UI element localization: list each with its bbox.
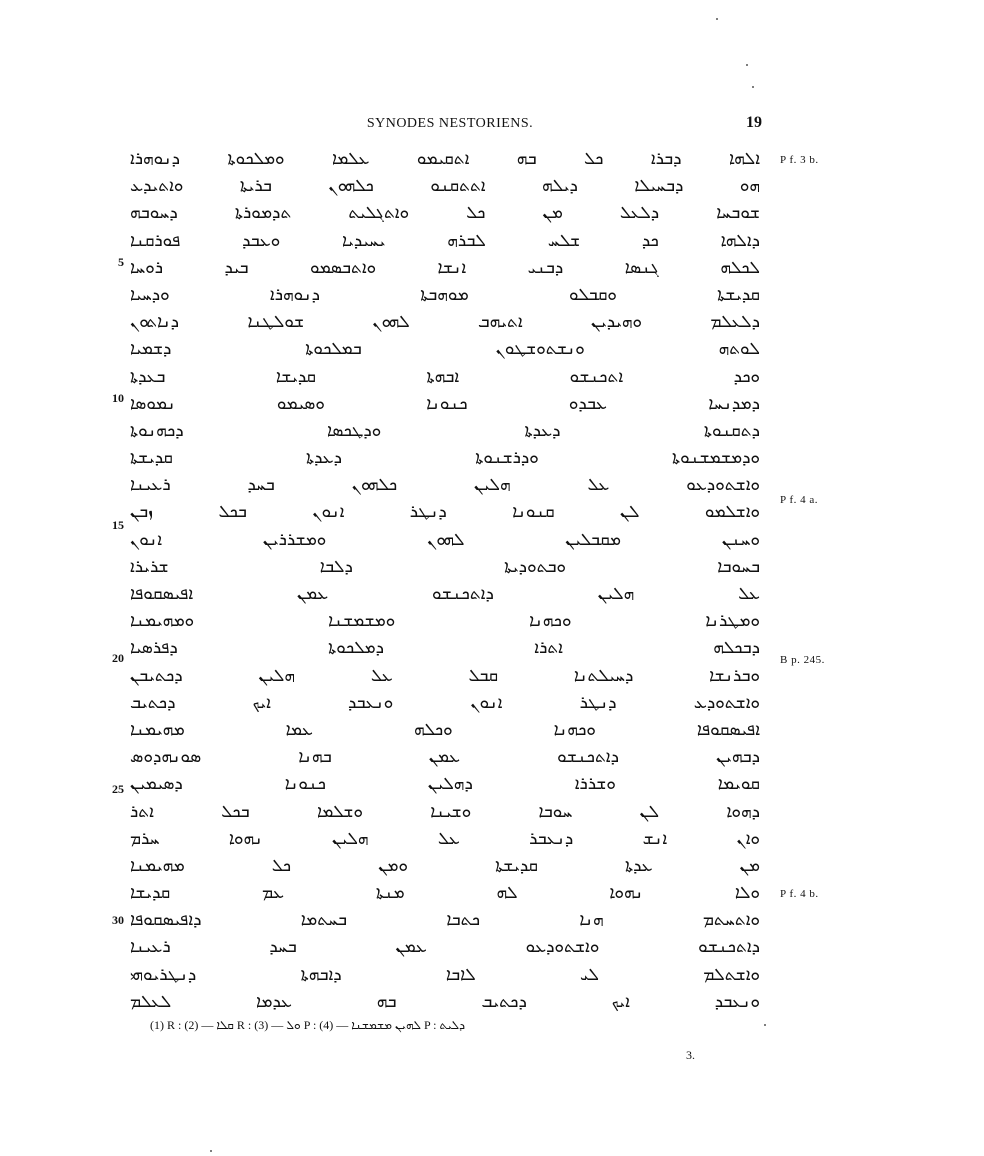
text-line: ܕܐܬܟܢܫܘ ܘܐܫܬܘܕܥܘ ܥܡܢ ܒܚܕ ܪܥܝܢܐ xyxy=(130,937,760,958)
line-number: 30 xyxy=(112,913,124,927)
text-line: ܕܗܘܐ ܠܢ ܚܘܒܐ ܘܫܝܢܐ ܘܫܠܡܐ ܒܟܠ ܐܬܪ xyxy=(130,801,760,822)
text-line: ܘܕܡܫܡܫܢܘܬܐ ܘܕܪܫܢܘܬܐ ܕܥܕܬܐ ܩܕܝܫܬܐ xyxy=(130,448,760,469)
line-number: 25 xyxy=(112,782,124,796)
text-line: ܠܘܬܗ ܘܢܫܬܘܫܛܘܢ ܒܡܠܟܘܬܐ ܕܫܡܝܐ xyxy=(130,339,760,360)
line-number: 15 xyxy=(112,518,124,532)
running-title: SYNODES NESTORIENS. xyxy=(366,116,534,131)
text-line: ܘܐܫܠܡܘ ܠܢ ܩܢܘܢܐ ܕܢܛܪ ܐܢܘܢ ܒܟܠ ܙܒܢ xyxy=(130,502,760,523)
text-line: ܘܡܛܪܢܐ ܘܟܗܢܐ ܘܡܫܡܫܢܐ ܘܡܗܝܡܢܐ xyxy=(130,611,760,632)
scan-speck xyxy=(716,18,718,20)
syriac-text-block xyxy=(130,146,760,1016)
text-line: ܘܐܢ ܐܢܫ ܕܢܥܒܪ ܥܠ ܗܠܝܢ ܢܗܘܐ ܚܪܡ xyxy=(130,828,760,849)
text-line: ܘܚܢܢ ܡܩܒܠܝܢ ܠܗܘܢ ܘܡܫܪܪܝܢ ܐܢܘܢ xyxy=(130,529,760,550)
text-line: ܡܢ ܥܕܬܐ ܩܕܝܫܬܐ ܘܡܢ ܟܠ ܡܗܝܡܢܐ xyxy=(130,855,760,876)
text-line: ܥܠ ܗܠܝܢ ܕܐܬܟܢܫܘ ܥܡܢ ܐܦܝܣܩܘܦܐ xyxy=(130,584,760,604)
line-number: 10 xyxy=(112,391,124,405)
text-line: ܐܦܝܣܩܘܦܐ ܘܟܗܢܐ ܘܟܠܗ ܥܡܐ ܡܗܝܡܢܐ xyxy=(130,719,760,740)
text-line: ܘܢܥܒܕ ܐܝܟ ܕܟܬܝܒ ܒܗ ܥܕܡܐ ܠܥܠܡ xyxy=(130,991,760,1012)
text-line: ܕܒܟܠܗ ܐܬܪܐ ܕܡܠܟܘܬܐ ܕܦܪܣܝܐ xyxy=(130,638,760,659)
line-number: 5 xyxy=(118,255,124,269)
text-line: ܘܐܬܚܬܡ ܗܢܐ ܟܬܒܐ ܒܚܬܡܐ ܕܐܦܝܣܩܘܦܐ xyxy=(130,910,760,931)
line-number: 20 xyxy=(112,651,124,665)
text-line: ܗܘ ܕܒܚܝܠܐ ܕܝܠܗ ܐܬܬܩܢܘ ܟܠܗܘܢ ܒܪܝܬܐ ܘܐܬܝܕܥ xyxy=(130,176,760,197)
folio-reference: P f. 3 b. xyxy=(780,154,819,166)
text-line: ܐܠܗܐ ܕܒܪܐ ܟܠ ܒܗ ܐܬܩܝܡܘ ܥܠܡܐ ܘܡܠܟܘܬܐ ܕܢܘܗܪܐ xyxy=(130,149,760,169)
text-line: ܩܘܝܡܐ ܘܫܪܪܐ ܕܗܠܝܢ ܟܢܘܢܐ ܕܣܝܡܝܢ xyxy=(130,774,760,795)
page-number: 19 xyxy=(746,114,762,131)
scan-speck xyxy=(764,1024,766,1026)
text-line: ܒܚܘܒܐ ܘܒܬܘܕܝܬܐ ܕܠܒܐ ܫܪܝܪܐ xyxy=(130,556,760,577)
scan-speck xyxy=(752,86,754,88)
text-line: ܠܟܠܗ ܓܢܣܐ ܕܒܢܝ ܐܢܫܐ ܘܐܬܒܣܡܘ ܒܝܕ ܪܘܚܐ xyxy=(130,257,760,278)
folio-reference: P f. 4 a. xyxy=(780,494,819,506)
text-line: ܘܐܫܬܠܡ ܠܝ ܠܐܒܐ ܕܐܒܗܬܐ ܕܢܛܪܝܘܗܝ xyxy=(130,964,760,985)
text-line: ܘܟܕ ܐܬܟܢܫܘ ܐܒܗܬܐ ܩܕܝܫܐ ܒܥܕܬܐ xyxy=(130,366,760,387)
text-line: ܕܬܩܢܘܬܐ ܕܥܕܬܐ ܘܕܛܟܣܐ ܕܟܗܢܘܬܐ xyxy=(130,420,760,441)
scan-speck xyxy=(210,1150,212,1152)
text-line: ܕܐܠܗܐ ܟܕ ܫܠܚ ܠܒܪܗ ܝܚܝܕܝܐ ܘܥܒܕ ܦܘܪܩܢܐ xyxy=(130,230,760,251)
text-line: ܘܠܐ ܢܗܘܐ ܠܗ ܡܢܬܐ ܥܡ ܩܕܝܫܐ xyxy=(130,883,760,904)
text-line: ܫܘܒܚܐ ܕܠܥܠ ܡܢ ܟܠ ܘܐܬܓܠܝܬ ܬܕܡܘܪܬܐ ܕܚܘܒܗ xyxy=(130,203,760,224)
text-line: ܕܠܥܠܡ ܘܗܝܕܝܢ ܐܬܝܗܒ ܠܗܘܢ ܫܘܠܛܢܐ ܕܢܐܬܘܢ xyxy=(130,312,760,333)
text-line: ܕܒܗܝܢ ܕܐܬܟܢܫܘ ܥܡܢ ܒܗܢܐ ܣܘܢܗܕܘܣ xyxy=(130,747,760,768)
text-line: ܘܐܫܬܘܕܥܘ ܥܠ ܗܠܝܢ ܟܠܗܘܢ ܒܚܕ ܪܥܝܢܐ xyxy=(130,475,760,496)
text-line: ܕܡܕܢܚܐ ܥܒܕܘ ܟܢܘܢܐ ܘܣܝܡܘ ܢܡܘܣܐ xyxy=(130,393,760,414)
signature-mark: 3. xyxy=(686,1048,695,1062)
footnotes: (1) R : ܩܠܐ — (2) R : ܘܠ — (3) P : ܠܗܝܢ ܡܫܡܫܢܐ — (4) P : ܕܠܝܬ xyxy=(150,1018,466,1032)
text-line: ܩܕܝܫܬܐ ܘܩܒܠܘ ܡܘܗܒܬܐ ܕܢܘܗܪܐ ܘܕܚܝܐ xyxy=(130,284,760,305)
folio-reference: B p. 245. xyxy=(780,654,825,666)
text-line: ܘܒܪܢܫܐ ܕܚܝܠܬܢܐ ܩܒܠ ܥܠ ܗܠܝܢ ܕܟܬܝܒܢ xyxy=(130,665,760,686)
scan-speck xyxy=(746,64,748,66)
text-line: ܘܐܫܬܘܕܥ ܕܢܛܪ ܐܢܘܢ ܘܢܥܒܕ ܐܝܟ ܕܟܬܝܒ xyxy=(130,692,760,713)
folio-reference: P f. 4 b. xyxy=(780,888,819,900)
